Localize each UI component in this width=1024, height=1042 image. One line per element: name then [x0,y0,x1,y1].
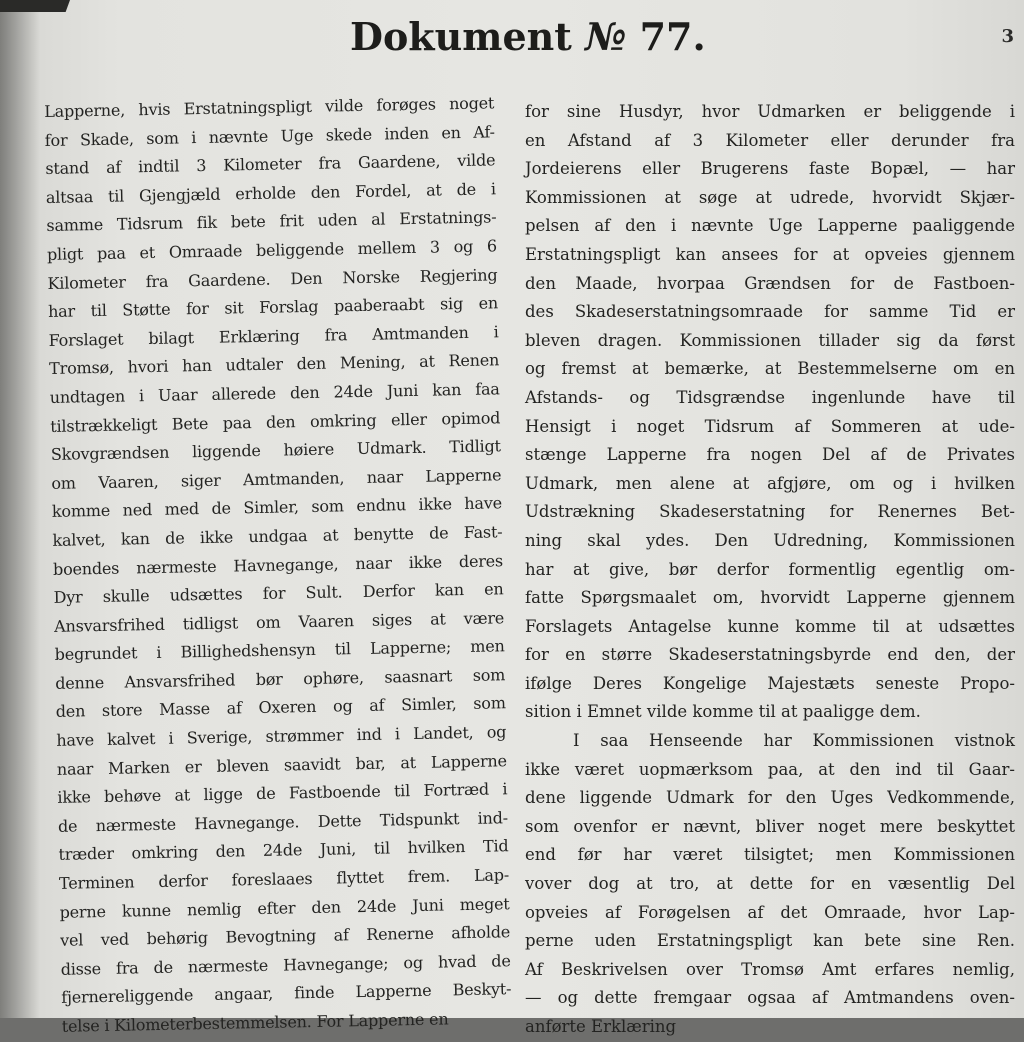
text-line: disse fra de nærmeste Havnegange; og hvad de [60,951,511,979]
page-number: 3 [1001,26,1014,47]
text-line: de nærmeste Havnegange. Dette Tidspunkt ind- [57,808,509,836]
text-line: tilstrækkeligt Bete paa den omkring eller opimod [50,407,501,436]
text-line: denne Ansvarsfrihed bør ophøre, saasnart som [55,665,506,693]
text-line: for sine Husdyr, hvor Udmarken er beliggende i [525,102,1015,121]
text-line: og fremst at bemærke, at Bestemmelserne om en [525,359,1015,379]
text-line: vel ved behørig Bevogtning af Renerne afholde [59,922,511,951]
text-line: den store Masse af Oxeren og af Simler, som [55,693,506,722]
text-line: stænge Lapperne fra nogen Del af de Privates [525,445,1015,465]
text-line: telse i Kilometerbestemmelsen. For Lapperne en [61,1009,449,1036]
text-line: ikke været uopmærksom paa, at den ind til Gaar- [525,759,1015,779]
text-line: komme ned med de Simler, som endnu ikke have [51,493,503,522]
text-line: sition i Emnet vilde komme til at paaligge dem. [525,702,921,722]
text-line: bleven dragen. Kommissionen tillader sig da først [525,330,1015,350]
text-line: boendes nærmeste Havnegange, naar ikke deres [52,550,504,579]
text-line: anførte Erklæring [525,1017,677,1036]
text-line: dene liggende Udmark for den Uges Vedkommende, [525,788,1015,808]
text-line: om Vaaren, siger Amtmanden, naar Lapperne [51,465,502,493]
text-line: Kilometer fra Gaardene. Den Norske Regjering [47,264,498,293]
text-line: kalvet, kan de ikke undgaa at benytte de Fast- [52,522,503,550]
text-line: for Skade, som i nævnte Uge skede inden en Af- [44,121,495,150]
text-line: Skovgrændsen liggende høiere Udmark. Tidligt [50,436,501,465]
text-line: Af Beskrivelsen over Tromsø Amt erfares nemlig, [525,959,1015,979]
document-title [350,14,706,59]
text-line: Jordeierens eller Brugerens faste Bopæl, — har [525,159,1015,179]
text-line: Afstands- og Tidsgrændse ingenlunde have til [525,387,1015,407]
number-sign: № [585,14,627,59]
text-line: har at give, bør derfor formentlig egentlig om- [525,559,1015,579]
text-line: for en større Skadeserstatningsbyrde end den, der [525,645,1015,665]
text-line: Lapperne, hvis Erstatningspligt vilde forøges noget [44,93,495,121]
text-line: Terminen derfor foreslaaes flyttet frem. Lap- [58,865,510,893]
document-number: 77. [639,14,706,59]
text-line: Dyr skulle udsættes for Sult. Derfor kan en [53,579,504,607]
text-line: altsaa til Gjengjæld erholde den Fordel, at de i [45,179,497,207]
text-line: des Skadeserstatningsomraade for samme Tid er [525,302,1015,322]
text-line: opveies af Forøgelsen af det Omraade, hvor Lap- [525,902,1015,922]
text-line: har til Støtte for sit Forslag paaberaabt sig en [47,293,499,322]
text-line: begrundet i Billighedshensyn til Lapperne; men [54,636,505,665]
right-text-column [525,98,1015,1042]
text-line: vover dog at tro, at dette for en væsentlig Del [525,874,1015,894]
text-line: I saa Henseende har Kommissionen vistnok [573,731,1015,751]
text-line: ikke behøve at ligge de Fastboende til Fortræd i [57,779,508,808]
text-line: fjernereliggende angaar, finde Lapperne Beskyt- [61,979,512,1008]
book-binding-shadow [0,0,40,1018]
text-line: undtagen i Uaar allerede den 24de Juni kan faa [49,379,500,407]
text-line: Udmark, men alene at afgjøre, om og i hvilken [525,473,1015,493]
text-line: perne uden Erstatningspligt kan bete sine Ren. [525,931,1015,951]
text-line: fatte Spørgsmaalet om, hvorvidt Lapperne gjennem [525,588,1015,608]
text-line: samme Tidsrum fik bete frit uden al Erstatnings- [46,207,497,236]
text-line: træder omkring den 24de Juni, til hvilken Tid [58,836,509,865]
text-line: pelsen af den i nævnte Uge Lapperne paaliggende [525,216,1015,236]
page-header [0,8,1024,68]
text-line: end før har været tilsigtet; men Kommissionen [525,845,1015,865]
text-line: stand af indtil 3 Kilometer fra Gaardene, vilde [45,150,496,179]
text-line: Tromsø, hvori han udtaler den Mening, at Renen [49,350,500,379]
text-line: som ovenfor er nævnt, bliver noget mere beskyttet [525,816,1015,836]
text-line: perne kunne nemlig efter den 24de Juni meget [59,893,510,922]
text-line: den Maade, hvorpaa Grændsen for de Fastboen- [525,273,1015,293]
text-line: Forslagets Antagelse kunne komme til at udsættes [525,616,1015,636]
text-line: Hensigt i noget Tidsrum af Sommeren at ude- [525,416,1015,436]
left-text-column [44,89,512,1041]
text-line: Forslaget bilagt Erklæring fra Amtmanden i [48,322,499,350]
text-line: have kalvet i Sverige, strømmer ind i Landet, og [56,722,507,750]
text-line: ning skal ydes. Den Udredning, Kommissionen [525,530,1015,550]
text-line: ifølge Deres Kongelige Majestæts seneste Propo- [525,673,1015,693]
text-line: Erstatningspligt kan ansees for at opveies gjennem [525,244,1015,264]
text-line: naar Marken er bleven saavidt bar, at Lapperne [56,750,507,779]
text-line: — og dette fremgaar ogsaa af Amtmandens oven- [525,988,1015,1008]
text-line: Udstrækning Skadeserstatning for Renernes Bet- [525,502,1015,522]
text-line: Kommissionen at søge at udrede, hvorvidt Skjær- [525,187,1015,207]
text-line: pligt paa et Omraade beliggende mellem 3 og 6 [46,236,498,264]
text-line: Ansvarsfrihed tidligst om Vaaren siges at være [53,607,505,636]
text-line: en Afstand af 3 Kilometer eller derunder fra [525,130,1015,150]
title-word: Dokument [350,14,572,59]
